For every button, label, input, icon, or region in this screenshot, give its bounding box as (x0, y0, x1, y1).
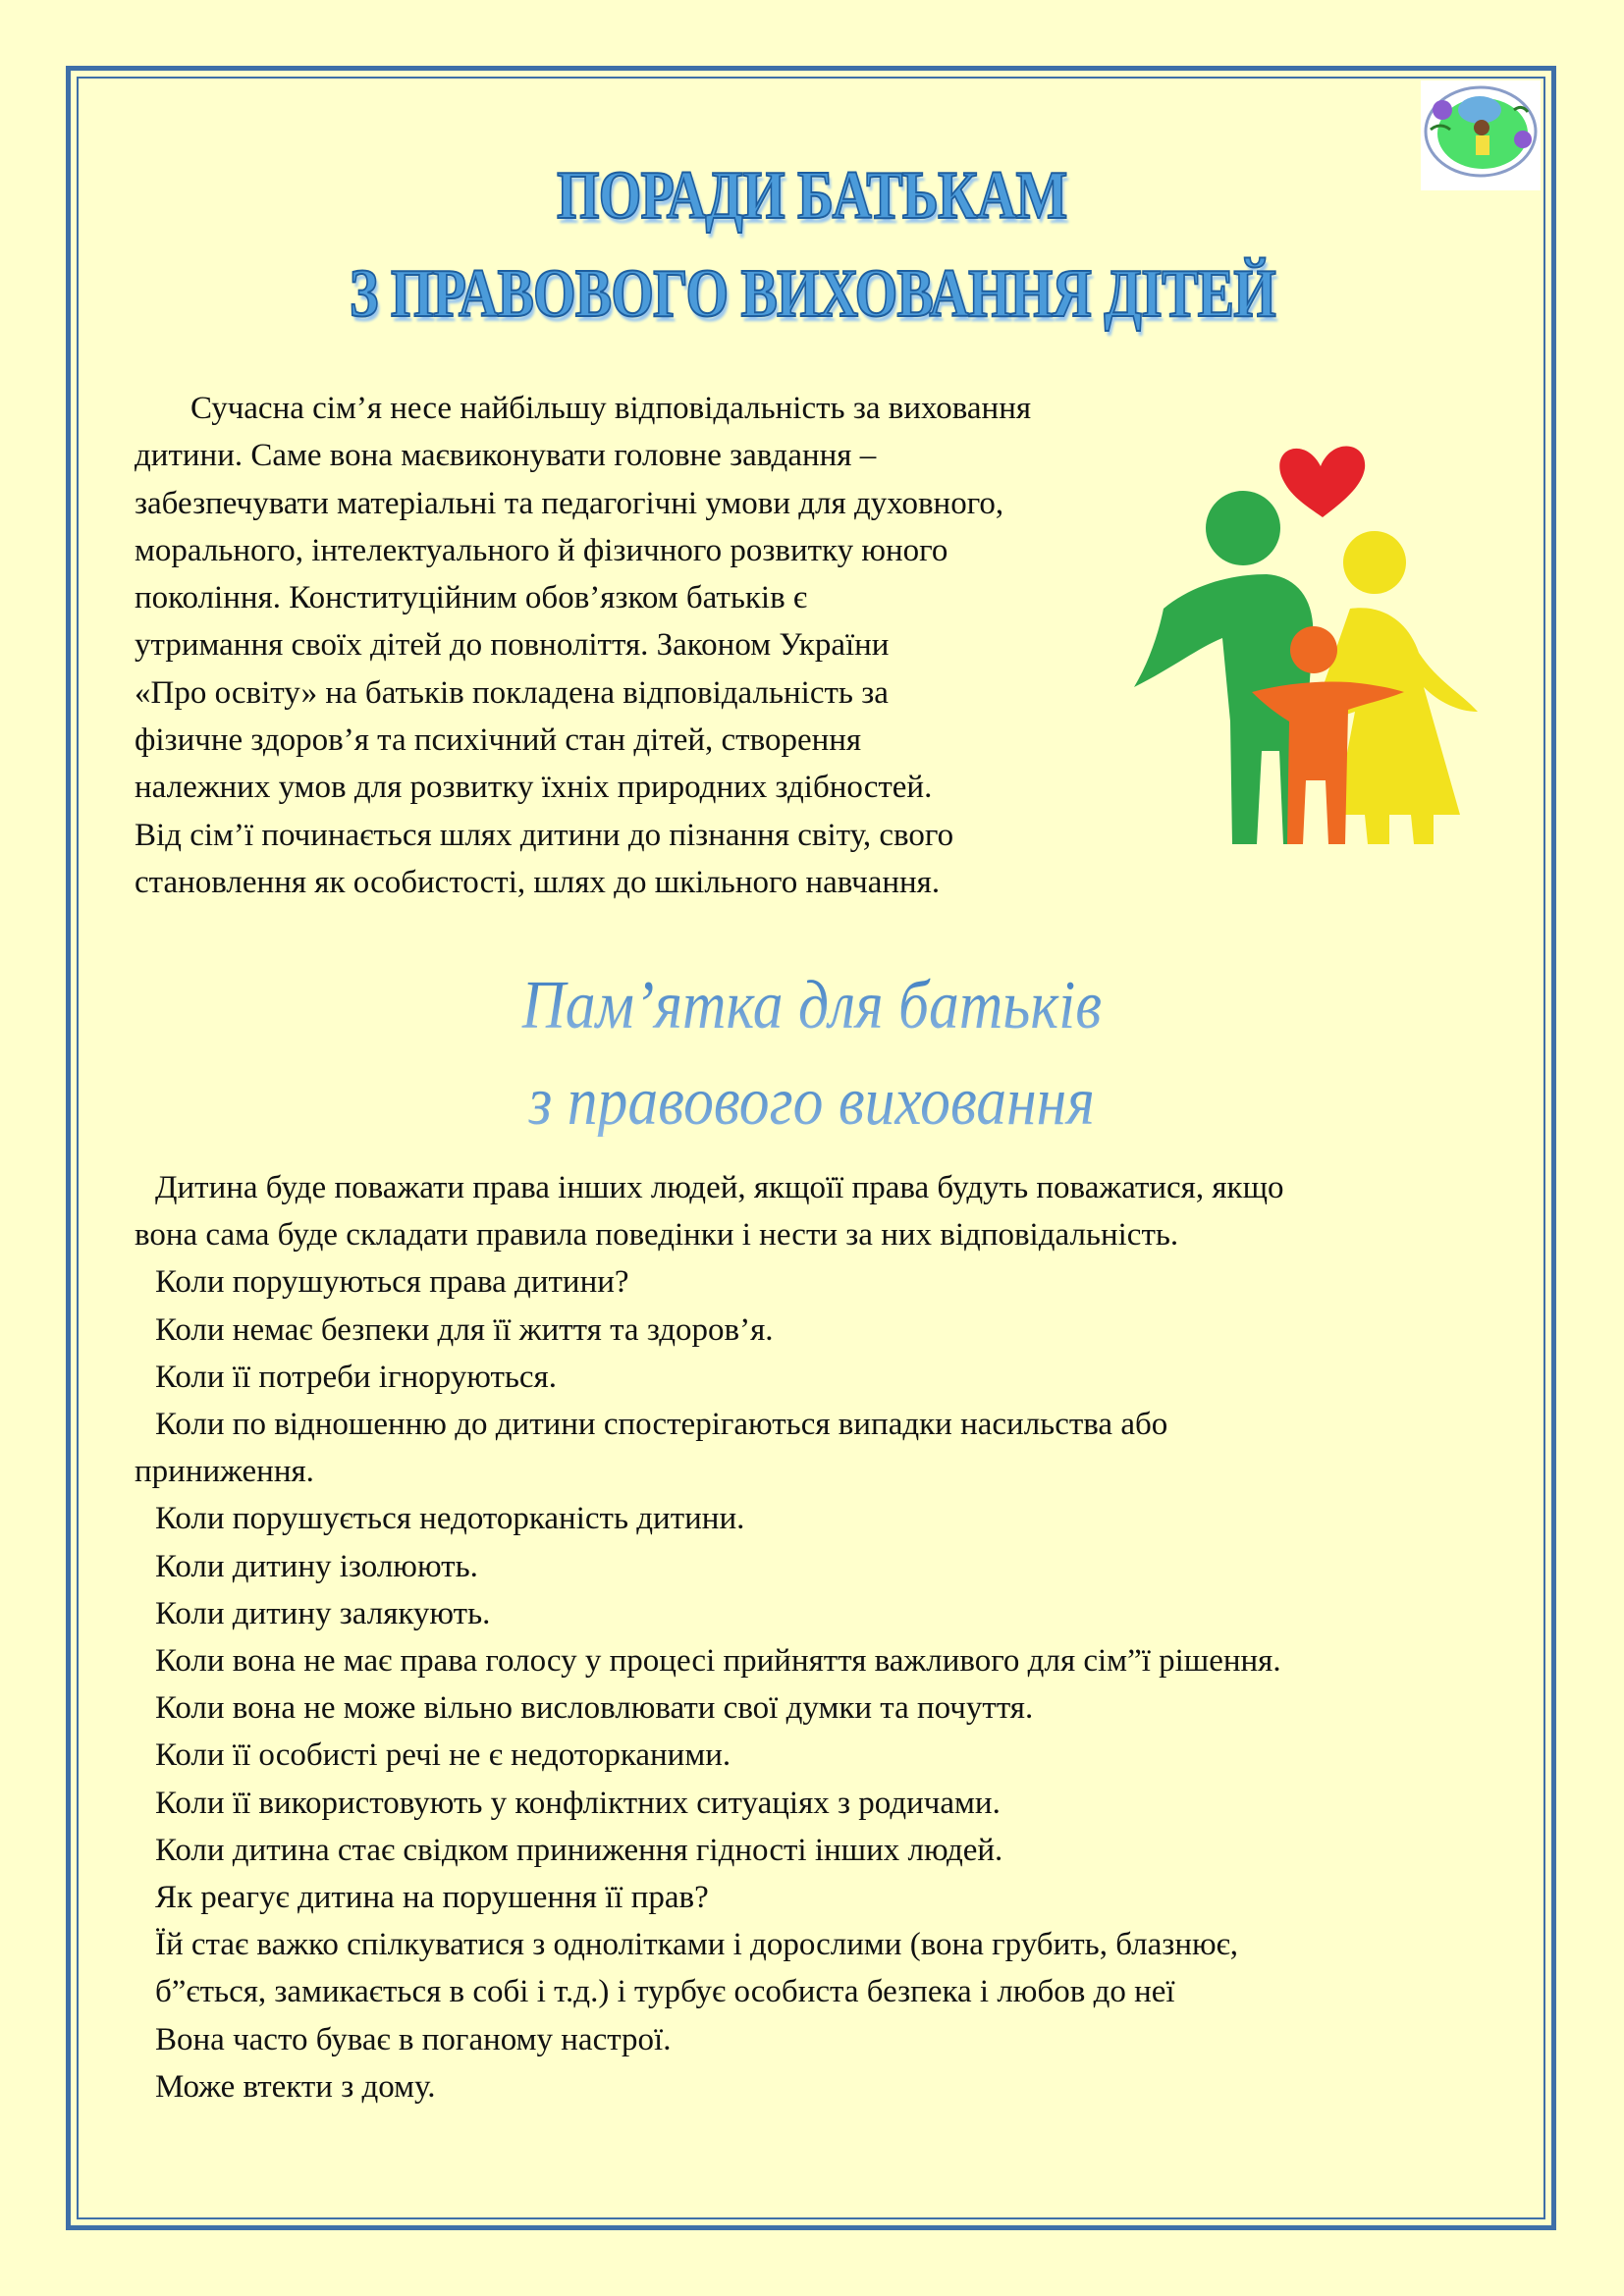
intro-line: утримання своїх дітей до повноліття. Законом України (135, 627, 890, 664)
memo-line: приниження. (135, 1454, 314, 1490)
memo-line: Коли по відношенню до дитини спостерігаються випадки насильства або (155, 1407, 1168, 1443)
memo-line: Коли вона не має права голосу у процесі прийняття важливого для сім”ї рішення. (155, 1643, 1281, 1680)
intro-line: покоління. Конституційним обов’язком батьків є (135, 580, 808, 616)
memo-line: Як реагує дитина на порушення її прав? (155, 1880, 709, 1916)
memo-line: Коли її особисті речі не є недоторканими. (155, 1737, 731, 1774)
memo-heading-line2 (0, 1064, 1624, 1140)
page-title-line2 (0, 256, 1624, 332)
memo-line: Коли її використовують у конфліктних ситуаціях з родичами. (155, 1785, 1001, 1821)
memo-heading-line1 (0, 968, 1624, 1043)
memo-line: б”ється, замикається в собі і т.д.) і турбує особиста безпека і любов до неї (155, 1974, 1175, 2010)
memo-line: Дитина буде поважати права інших людей, якщоїї права будуть поважатися, якщо (155, 1170, 1284, 1205)
heart-icon (1279, 447, 1365, 517)
memo-line: Коли її потреби ігноруються. (155, 1359, 557, 1395)
intro-line: дитини. Саме вона маєвиконувати головне завдання – (135, 438, 877, 474)
memo-line: Коли порушується недоторканість дитини. (155, 1501, 745, 1537)
memo-line: вона сама буде складати правила поведінки і нести за них відповідальність. (135, 1217, 1179, 1254)
page-title-line1 (0, 158, 1624, 234)
memo-line: Вона часто буває в поганому настрої. (155, 2021, 672, 2057)
memo-line: Коли дитину ізолюють. (155, 1548, 478, 1584)
memo-line: Коли дитина стає свідком приниження гідності інших людей. (155, 1832, 1003, 1868)
intro-line: належних умов для розвитку їхніх природних здібностей. (135, 770, 933, 806)
intro-paragraph (135, 385, 1031, 906)
family-icon (1105, 427, 1492, 854)
memo-heading-text-2: з правового виховання (528, 1064, 1096, 1140)
intro-line: Від сім’ї починається шлях дитини до пізнання світу, свого (135, 817, 954, 853)
memo-line: Може втекти з дому. (155, 2068, 436, 2105)
memo-heading-text-1: Пам’ятка для батьків (521, 968, 1103, 1043)
memo-line: Їй стає важко спілкуватися з однолітками і дорослими (вона грубить, блазнює, (155, 1927, 1239, 1963)
intro-line: Сучасна сім’я несе найбільшу відповідальність за виховання (190, 391, 1032, 426)
memo-line: Коли дитину залякують. (155, 1595, 491, 1631)
intro-line: фізичне здоров’я та психічний стан дітей, створення (135, 722, 862, 759)
memo-body (135, 1164, 1283, 2110)
intro-line: морального, інтелектуального й фізичного розвитку юного (135, 532, 948, 568)
memo-line: Коли вона не може вільно висловлювати свої думки та почуття. (155, 1690, 1034, 1727)
title-text-1: ПОРАДИ БАТЬКАМ (557, 158, 1067, 234)
memo-line: Коли немає безпеки для її життя та здоров’я. (155, 1311, 774, 1348)
title-text-2: З ПРАВОВОГО ВИХОВАННЯ ДІТЕЙ (349, 256, 1275, 332)
intro-line: забезпечувати матеріальні та педагогічні умови для духовного, (135, 485, 1004, 521)
intro-line: «Про освіту» на батьків покладена відповідальність за (135, 674, 889, 711)
family-illustration (1105, 427, 1492, 854)
intro-line: становлення як особистості, шлях до шкільного навчання. (135, 864, 941, 900)
memo-line: Коли порушуються права дитини? (155, 1264, 629, 1301)
